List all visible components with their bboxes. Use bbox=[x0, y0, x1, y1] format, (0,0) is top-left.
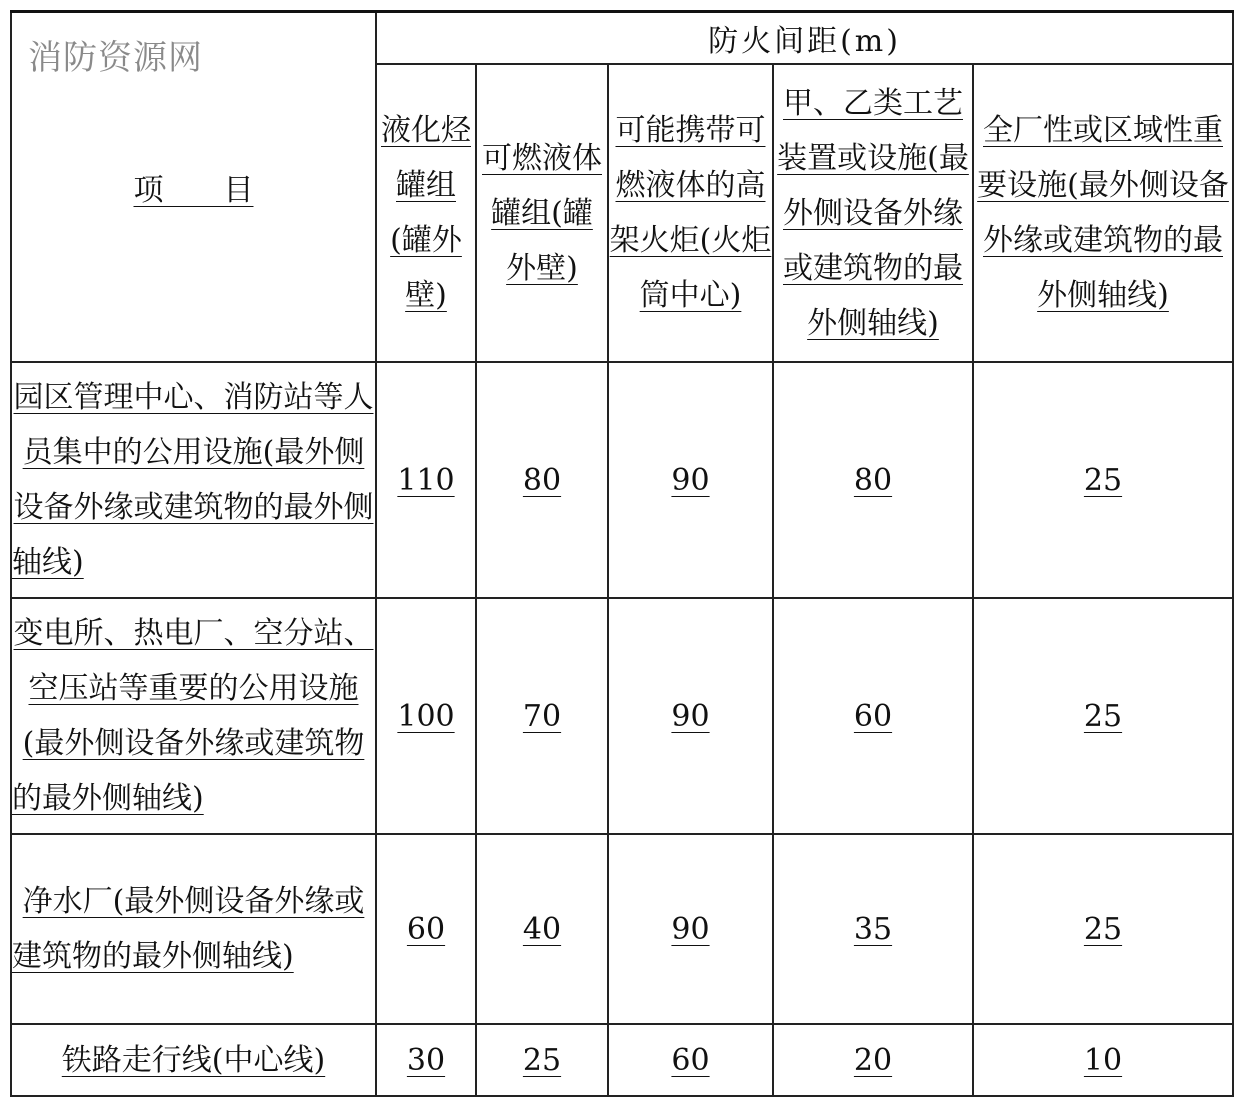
row-item-cell bbox=[11, 598, 376, 834]
value-cell bbox=[773, 362, 973, 598]
col-header-important-facility bbox=[973, 64, 1233, 362]
value-cell bbox=[608, 362, 773, 598]
value: 90 bbox=[671, 462, 710, 498]
row-item-cell bbox=[11, 1024, 376, 1096]
col-header-lpg-tank bbox=[376, 64, 476, 362]
value-cell bbox=[608, 1024, 773, 1096]
table-row bbox=[11, 834, 1233, 1024]
value: 35 bbox=[853, 911, 893, 947]
col-header-label: 液化烃罐组(罐外壁) bbox=[381, 113, 471, 313]
group-header: 防火间距(m) bbox=[708, 24, 901, 59]
value-cell bbox=[376, 362, 476, 598]
value: 25 bbox=[1083, 462, 1123, 498]
value-cell bbox=[973, 834, 1233, 1024]
value: 30 bbox=[406, 1042, 446, 1078]
value-cell bbox=[476, 362, 608, 598]
value-cell bbox=[973, 598, 1233, 834]
value-cell bbox=[376, 598, 476, 834]
col-header-process-unit bbox=[773, 64, 973, 362]
value: 25 bbox=[1083, 911, 1123, 947]
value: 90 bbox=[671, 698, 710, 734]
table-row bbox=[11, 362, 1233, 598]
value-cell bbox=[773, 1024, 973, 1096]
col-header-label: 可燃液体罐组(罐外壁) bbox=[482, 140, 602, 286]
group-header-cell bbox=[376, 12, 1233, 65]
value: 110 bbox=[397, 462, 455, 498]
value-cell bbox=[476, 598, 608, 834]
value: 60 bbox=[406, 911, 446, 947]
fire-distance-table bbox=[10, 10, 1234, 1097]
table-row bbox=[11, 598, 1233, 834]
value-cell bbox=[973, 1024, 1233, 1096]
value: 25 bbox=[1083, 698, 1123, 734]
col-header-label: 全厂性或区域性重要设施(最外侧设备外缘或建筑物的最外侧轴线) bbox=[977, 113, 1229, 313]
col-header-elevated-flare bbox=[608, 64, 773, 362]
col-header-label: 可能携带可燃液体的高架火炬(火炬筒中心) bbox=[609, 113, 772, 313]
col-header-flammable-liquid-tank bbox=[476, 64, 608, 362]
value: 80 bbox=[522, 462, 562, 498]
value-cell bbox=[773, 598, 973, 834]
value: 25 bbox=[522, 1042, 562, 1078]
value: 80 bbox=[853, 462, 893, 498]
table-row bbox=[11, 1024, 1233, 1096]
row-item-label: 净水厂(最外侧设备外缘或建筑物的最外侧轴线) bbox=[12, 884, 365, 974]
value-cell bbox=[376, 834, 476, 1024]
row-item-label: 园区管理中心、消防站等人员集中的公用设施(最外侧设备外缘或建筑物的最外侧轴线) bbox=[12, 380, 374, 580]
value-cell bbox=[476, 1024, 608, 1096]
value: 90 bbox=[671, 911, 710, 947]
row-item-cell bbox=[11, 834, 376, 1024]
value: 60 bbox=[671, 1042, 710, 1078]
value-cell bbox=[773, 834, 973, 1024]
value-cell bbox=[608, 834, 773, 1024]
value: 40 bbox=[522, 911, 562, 947]
watermark: 消防资源网 bbox=[28, 38, 203, 78]
value: 70 bbox=[522, 698, 562, 734]
col-header-label: 甲、乙类工艺装置或设施(最外侧设备外缘或建筑物的最外侧轴线) bbox=[777, 85, 969, 341]
row-item-cell bbox=[11, 362, 376, 598]
value: 60 bbox=[853, 698, 893, 734]
value-cell bbox=[376, 1024, 476, 1096]
value: 100 bbox=[397, 698, 455, 734]
value: 20 bbox=[853, 1042, 893, 1078]
value-cell bbox=[476, 834, 608, 1024]
row-item-label: 变电所、热电厂、空分站、空压站等重要的公用设施(最外侧设备外缘或建筑物的最外侧轴线) bbox=[12, 616, 374, 816]
item-header: 项 目 bbox=[133, 173, 254, 208]
value-cell bbox=[608, 598, 773, 834]
value-cell bbox=[973, 362, 1233, 598]
row-item-label: 铁路走行线(中心线) bbox=[61, 1042, 326, 1078]
value: 10 bbox=[1083, 1042, 1123, 1078]
